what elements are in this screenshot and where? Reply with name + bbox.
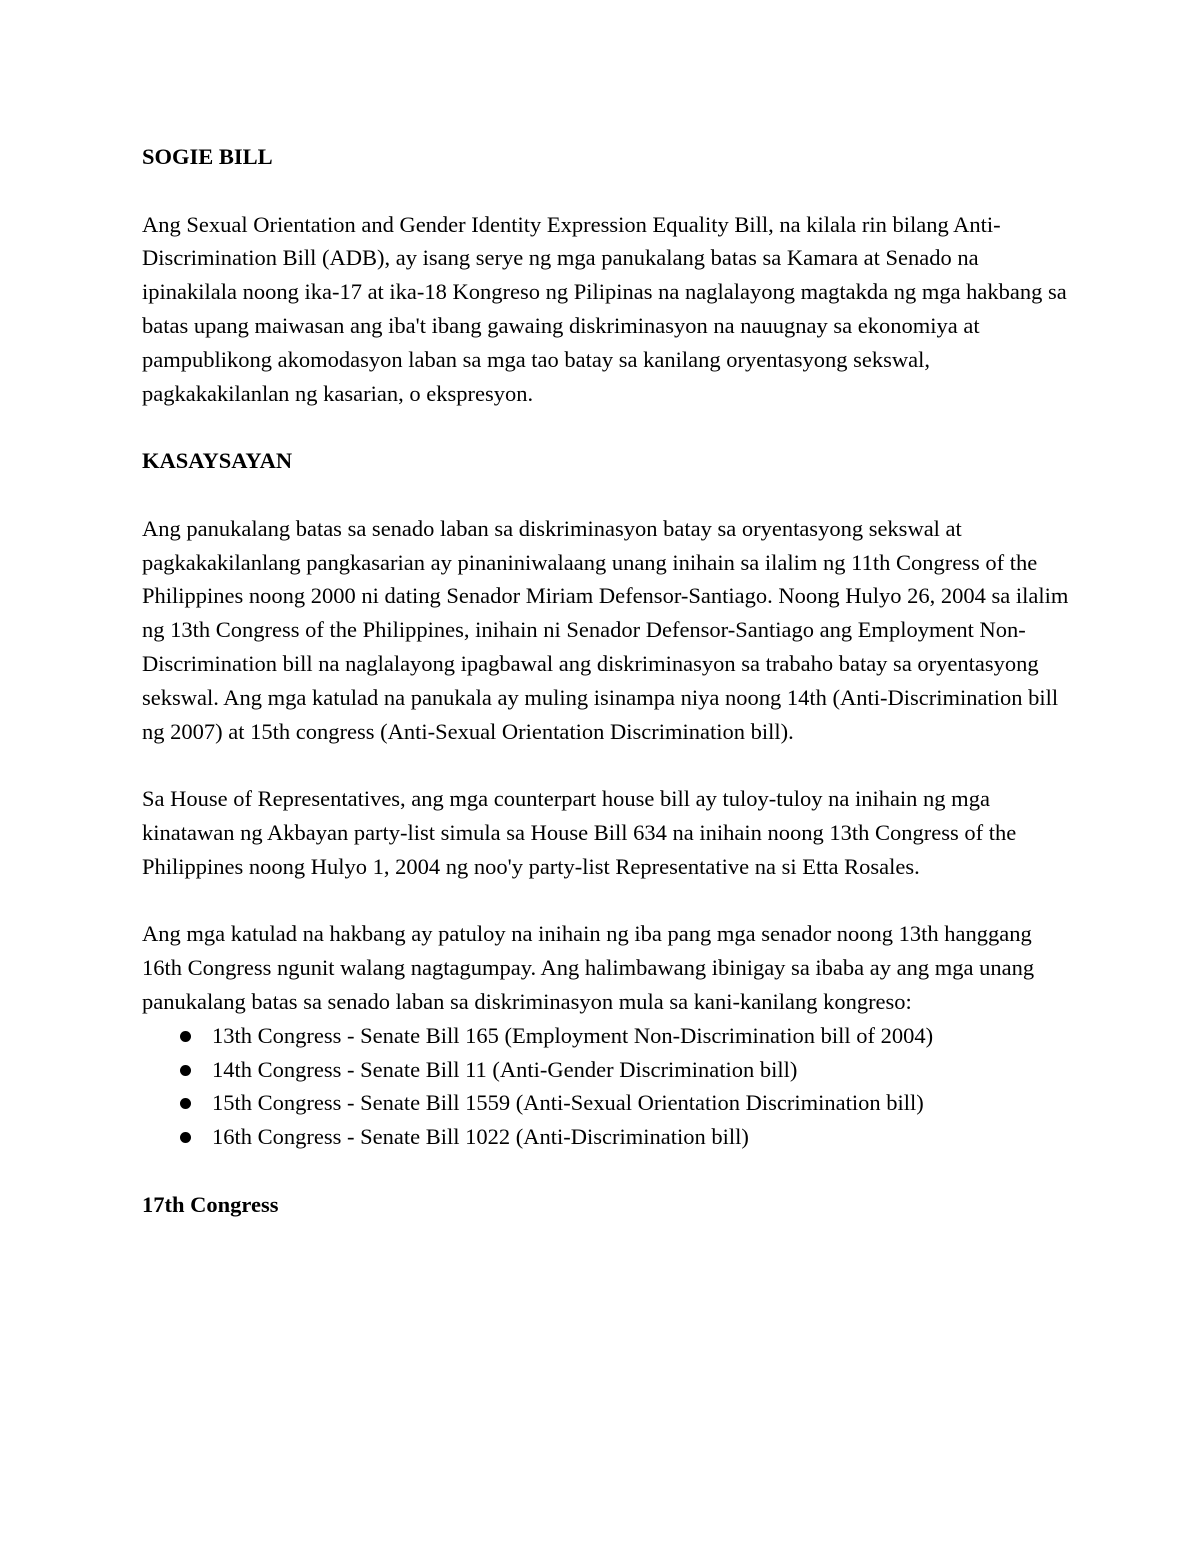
history-paragraph-1: Ang panukalang batas sa senado laban sa diskriminasyon batay sa oryentasyong sekswal at pagkakakilanlang pangkasarian ay pinaniniwalaang unang inihain sa ilalim ng 11th Congress of the Philippines noong 2000 ni dating Senador Miriam Defensor-Santiago. Noong Hulyo 26, 2004 sa ilalim ng 13th Congress of the Philippines, inihain ni Senador Defensor-Santiago ang Employment Non-Discrimination bill na naglalayong ipagbawal ang diskriminasyon sa trabaho batay sa oryentasyong sekswal. Ang mga katulad na panukala ay muling isinampa niya noong 14th (Anti-Discrimination bill ng 2007) at 15th congress (Anti-Sexual Orientation Discrimination bill). — [142, 515, 1069, 744]
list-item — [142, 1053, 1072, 1087]
bullet-icon — [180, 1098, 191, 1109]
bullet-icon — [180, 1065, 191, 1076]
document-title: SOGIE BILL — [142, 144, 273, 169]
list-item-text: 15th Congress - Senate Bill 1559 (Anti-Sexual Orientation Discrimination bill) — [212, 1090, 924, 1116]
list-item — [142, 1120, 1072, 1154]
bullet-icon — [180, 1132, 191, 1143]
bullet-icon — [180, 1031, 191, 1042]
list-item-text: 16th Congress - Senate Bill 1022 (Anti-Discrimination bill) — [212, 1124, 749, 1150]
senate-bills-list — [142, 1019, 1072, 1154]
list-item-text: 14th Congress - Senate Bill 11 (Anti-Gender Discrimination bill) — [212, 1056, 798, 1082]
congress-17-heading: 17th Congress — [142, 1191, 279, 1217]
list-item — [142, 1086, 1072, 1120]
intro-paragraph: Ang Sexual Orientation and Gender Identity Expression Equality Bill, na kilala rin bilang Anti-Discrimination Bill (ADB), ay isang serye ng mga panukalang batas sa Kamara at Senado na ipinakilala noong ika-17 at ika-18 Kongreso ng Pilipinas na naglalayong magtakda ng mga hakbang sa batas upang maiwasan ang iba't ibang gawaing diskriminasyon na nauugnay sa ekonomiya at pampublikong akomodasyon laban sa mga tao batay sa kanilang oryentasyong sekswal, pagkakakilanlan ng kasarian, o ekspresyon. — [142, 211, 1067, 406]
history-heading: KASAYSAYAN — [142, 448, 293, 474]
history-paragraph-3: Ang mga katulad na hakbang ay patuloy na inihain ng iba pang mga senador noong 13th hanggang 16th Congress ngunit walang nagtagumpay. Ang halimbawang ibinigay sa ibaba ay ang mga unang panukalang batas sa senado laban sa diskriminasyon mula sa kani-kanilang kongreso: — [142, 921, 1035, 1014]
history-paragraph-2: Sa House of Representatives, ang mga counterpart house bill ay tuloy-tuloy na inihain ng mga kinatawan ng Akbayan party-list simula sa House Bill 634 na inihain noong 13th Congress of the Philippines noong Hulyo 1, 2004 ng noo'y party-list Representative na si Etta Rosales. — [142, 786, 1017, 879]
list-item — [142, 1019, 1072, 1053]
document-page — [142, 140, 1072, 1222]
list-item-text: 13th Congress - Senate Bill 165 (Employment Non-Discrimination bill of 2004) — [212, 1022, 934, 1048]
